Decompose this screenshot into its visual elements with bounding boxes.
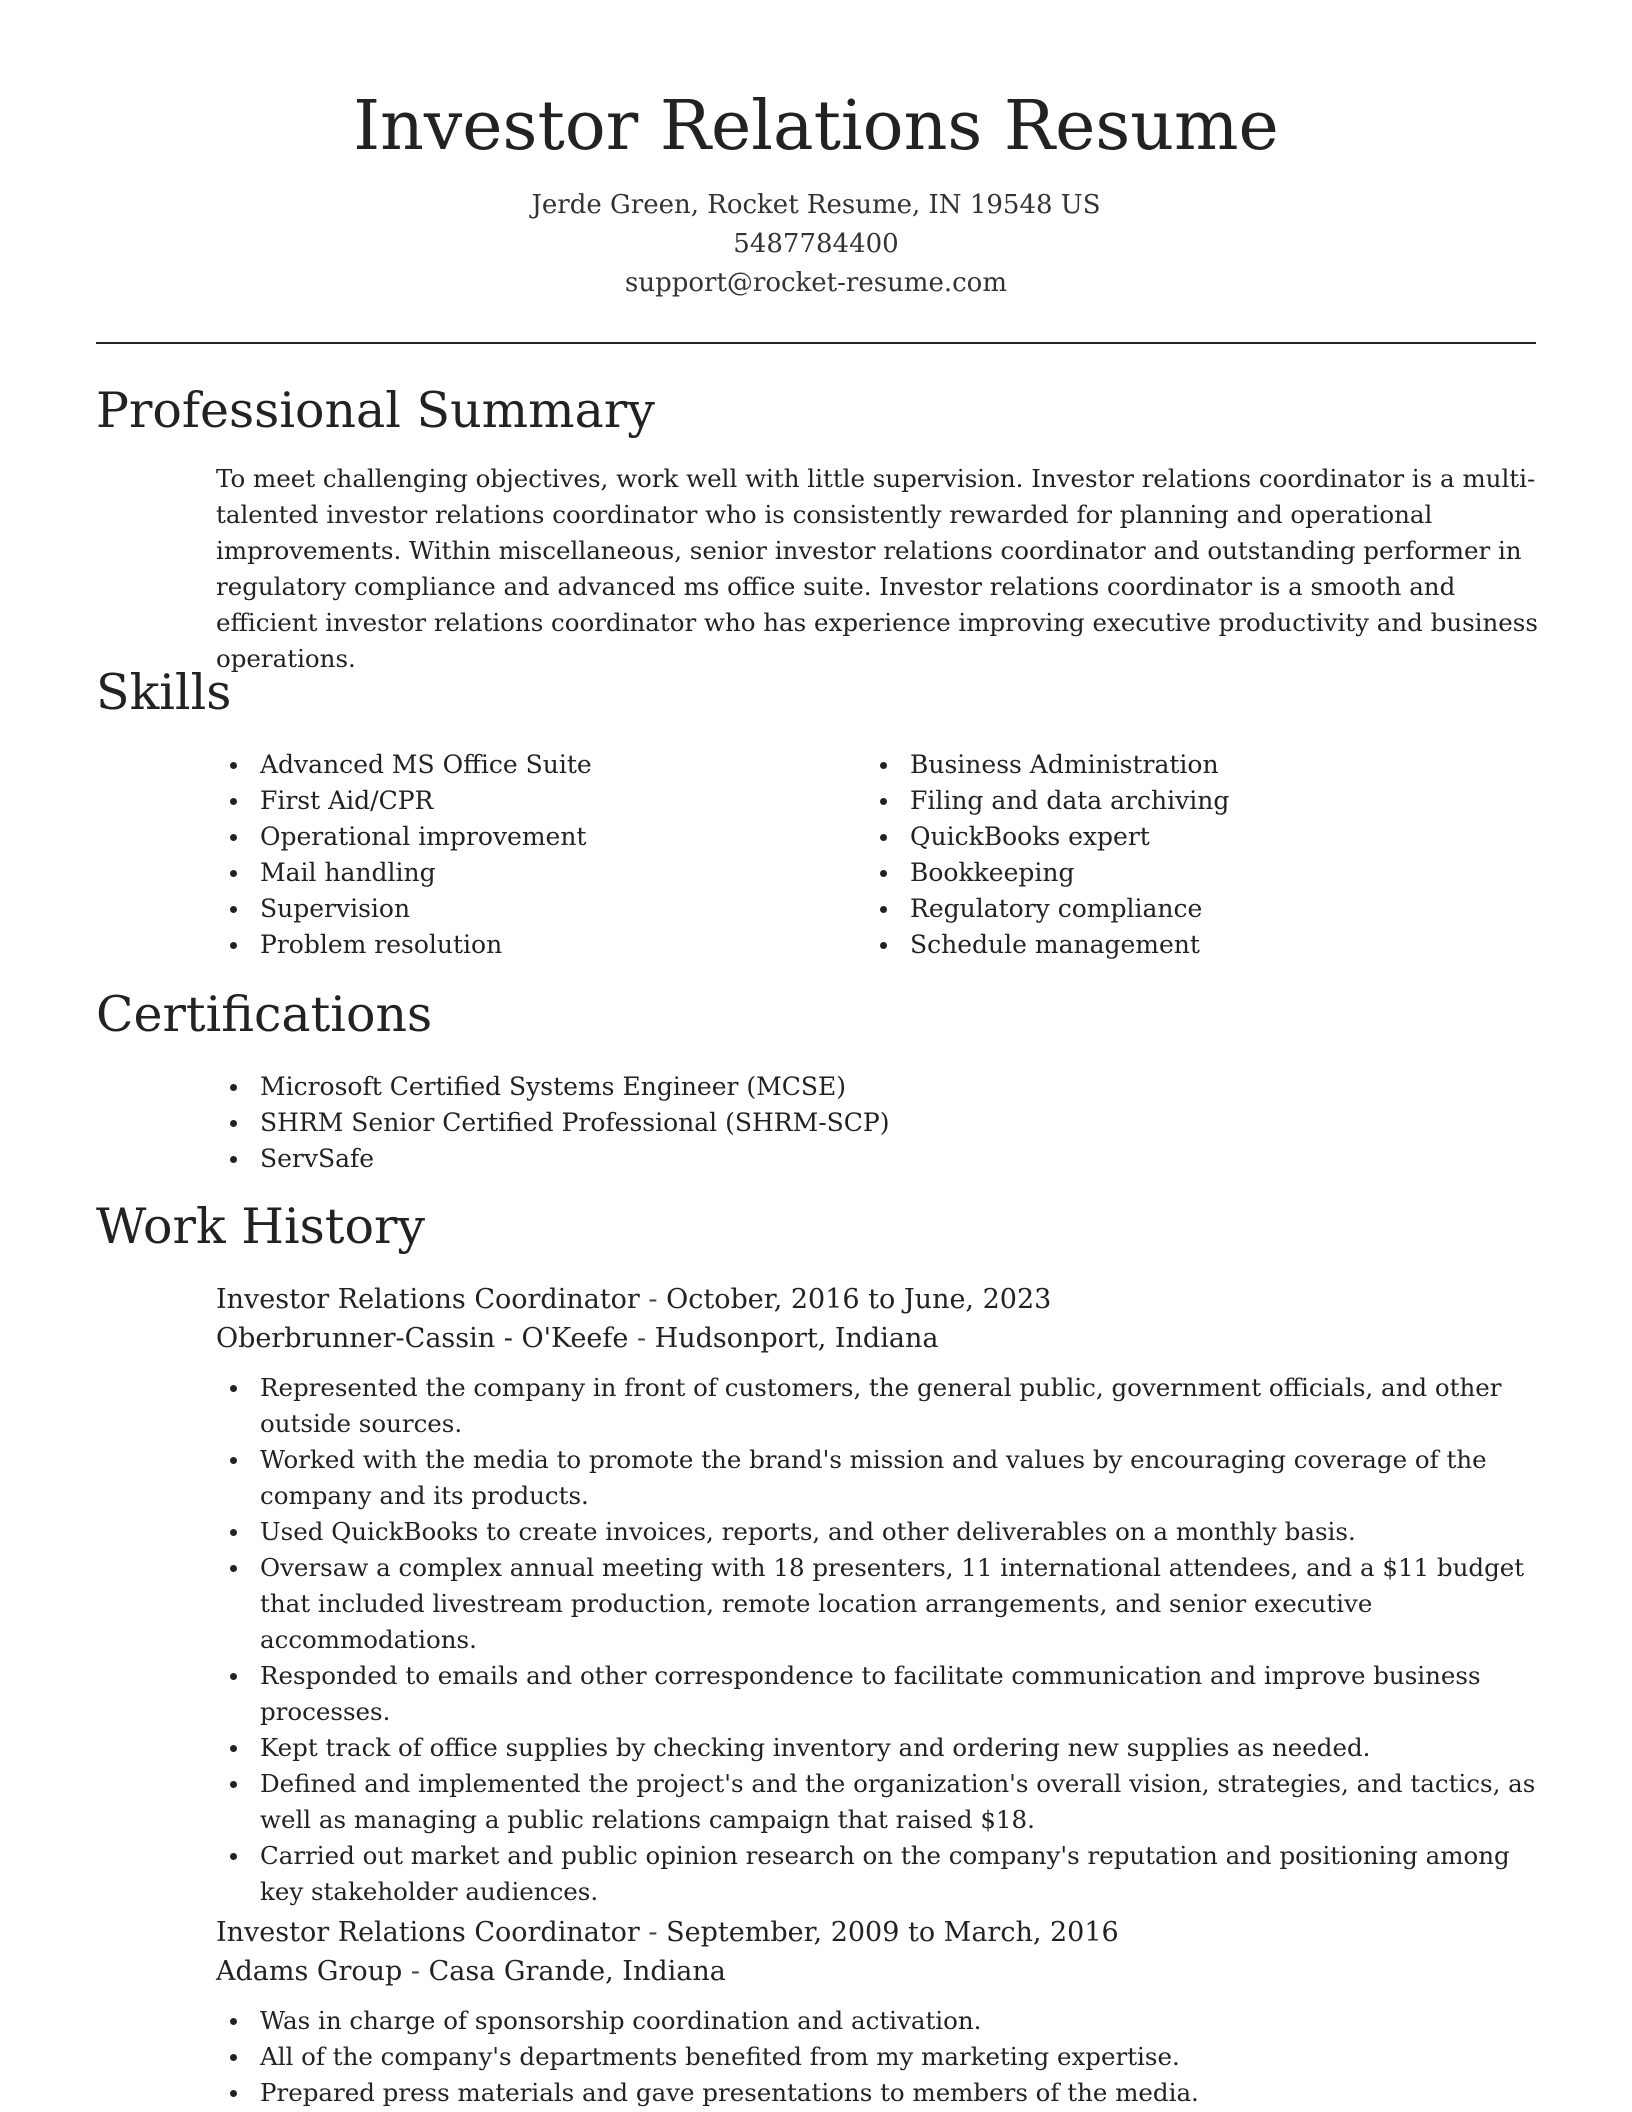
skill-item: Supervision — [216, 891, 836, 927]
job-dates: October, 2016 to June, 2023 — [666, 1284, 1052, 1315]
job-bullet: Defined and implemented the project's and the organization's overall vision, strategies, and tactics, as well as managing a public relations campaign that raised $18. — [216, 1766, 1542, 1838]
job-company: Adams Group — [216, 1956, 403, 1987]
certification-item: Microsoft Certified Systems Engineer (MCSE) — [216, 1069, 1536, 1105]
job-location: Hudsonport, Indiana — [654, 1323, 939, 1354]
skill-item: Problem resolution — [216, 927, 836, 963]
contact-phone: 5487784400 — [733, 229, 899, 259]
summary-text: To meet challenging objectives, work well with little supervision. Investor relations coordinator is a multi-talented investor relations coordinator who is consistently rewarded for planning and operational improvements. Within miscellaneous, senior investor relations coordinator and outstanding performer in regulatory compliance and advanced ms office suite. Investor relations coordinator is a smooth and efficient investor relations coordinator who has experience improving executive productivity and business operations. — [216, 464, 1538, 673]
skill-item: Business Administration — [866, 747, 1486, 783]
skill-item: Operational improvement — [216, 819, 836, 855]
job-title-line: Investor Relations Coordinator - September, 2009 to March, 2016 — [216, 1917, 1119, 1948]
job-bullet: Kept track of office supplies by checking inventory and ordering new supplies as needed. — [216, 1730, 1542, 1766]
skill-item: Regulatory compliance — [866, 891, 1486, 927]
job-bullets — [216, 2003, 1542, 2111]
job-company: Oberbrunner-Cassin - O'Keefe — [216, 1323, 629, 1354]
skills-heading: Skills — [96, 664, 232, 721]
job-bullet: Responded to emails and other correspondence to facilitate communication and improve business processes. — [216, 1658, 1542, 1730]
skill-item: Bookkeeping — [866, 855, 1486, 891]
job-title: Investor Relations Coordinator — [216, 1917, 640, 1948]
skill-item: Schedule management — [866, 927, 1486, 963]
resume-title: Investor Relations Resume — [353, 87, 1279, 166]
certifications-heading: Certifications — [96, 986, 433, 1043]
job-bullet: All of the company's departments benefited from my marketing expertise. — [216, 2039, 1542, 2075]
skill-item: Advanced MS Office Suite — [216, 747, 836, 783]
header-divider — [96, 342, 1536, 344]
job-bullet: Oversaw a complex annual meeting with 18 presenters, 11 international attendees, and a $11 budget that included livestream production, remote location arrangements, and senior executive accommodations. — [216, 1550, 1542, 1658]
job-company-line: Oberbrunner-Cassin - O'Keefe - Hudsonport, Indiana — [216, 1323, 939, 1354]
skill-item: Mail handling — [216, 855, 836, 891]
job-location: Casa Grande, Indiana — [428, 1956, 726, 1987]
certifications-list — [216, 1069, 1536, 1177]
job-title: Investor Relations Coordinator — [216, 1284, 640, 1315]
job-entry — [216, 1280, 1542, 1910]
work-history-heading: Work History — [96, 1198, 426, 1255]
certification-item: ServSafe — [216, 1141, 1536, 1177]
job-company-line: Adams Group - Casa Grande, Indiana — [216, 1956, 726, 1987]
contact-block — [0, 186, 1632, 303]
job-bullets — [216, 1370, 1542, 1910]
skill-item: Filing and data archiving — [866, 783, 1486, 819]
contact-email: support@rocket-resume.com — [624, 268, 1007, 298]
certification-item: SHRM Senior Certified Professional (SHRM-SCP) — [216, 1105, 1536, 1141]
skill-item: QuickBooks expert — [866, 819, 1486, 855]
job-bullet: Represented the company in front of customers, the general public, government officials, and other outside sources. — [216, 1370, 1542, 1442]
skill-item: First Aid/CPR — [216, 783, 836, 819]
job-bullet: Worked with the media to promote the brand's mission and values by encouraging coverage of the company and its products. — [216, 1442, 1542, 1514]
job-bullet: Was in charge of sponsorship coordination and activation. — [216, 2003, 1542, 2039]
resume-header — [0, 0, 1632, 303]
job-bullet: Carried out market and public opinion research on the company's reputation and positioning among key stakeholder audiences. — [216, 1838, 1542, 1910]
job-title-line: Investor Relations Coordinator - October, 2016 to June, 2023 — [216, 1284, 1052, 1315]
job-dates: September, 2009 to March, 2016 — [666, 1917, 1119, 1948]
skills-list-left — [216, 747, 836, 963]
skills-list-right — [866, 747, 1486, 963]
job-bullet: Prepared press materials and gave presentations to members of the media. — [216, 2075, 1542, 2111]
job-entry — [216, 1913, 1542, 2111]
job-bullet: Used QuickBooks to create invoices, reports, and other deliverables on a monthly basis. — [216, 1514, 1542, 1550]
summary-heading: Professional Summary — [96, 382, 655, 439]
contact-address: Jerde Green, Rocket Resume, IN 19548 US — [531, 190, 1101, 220]
